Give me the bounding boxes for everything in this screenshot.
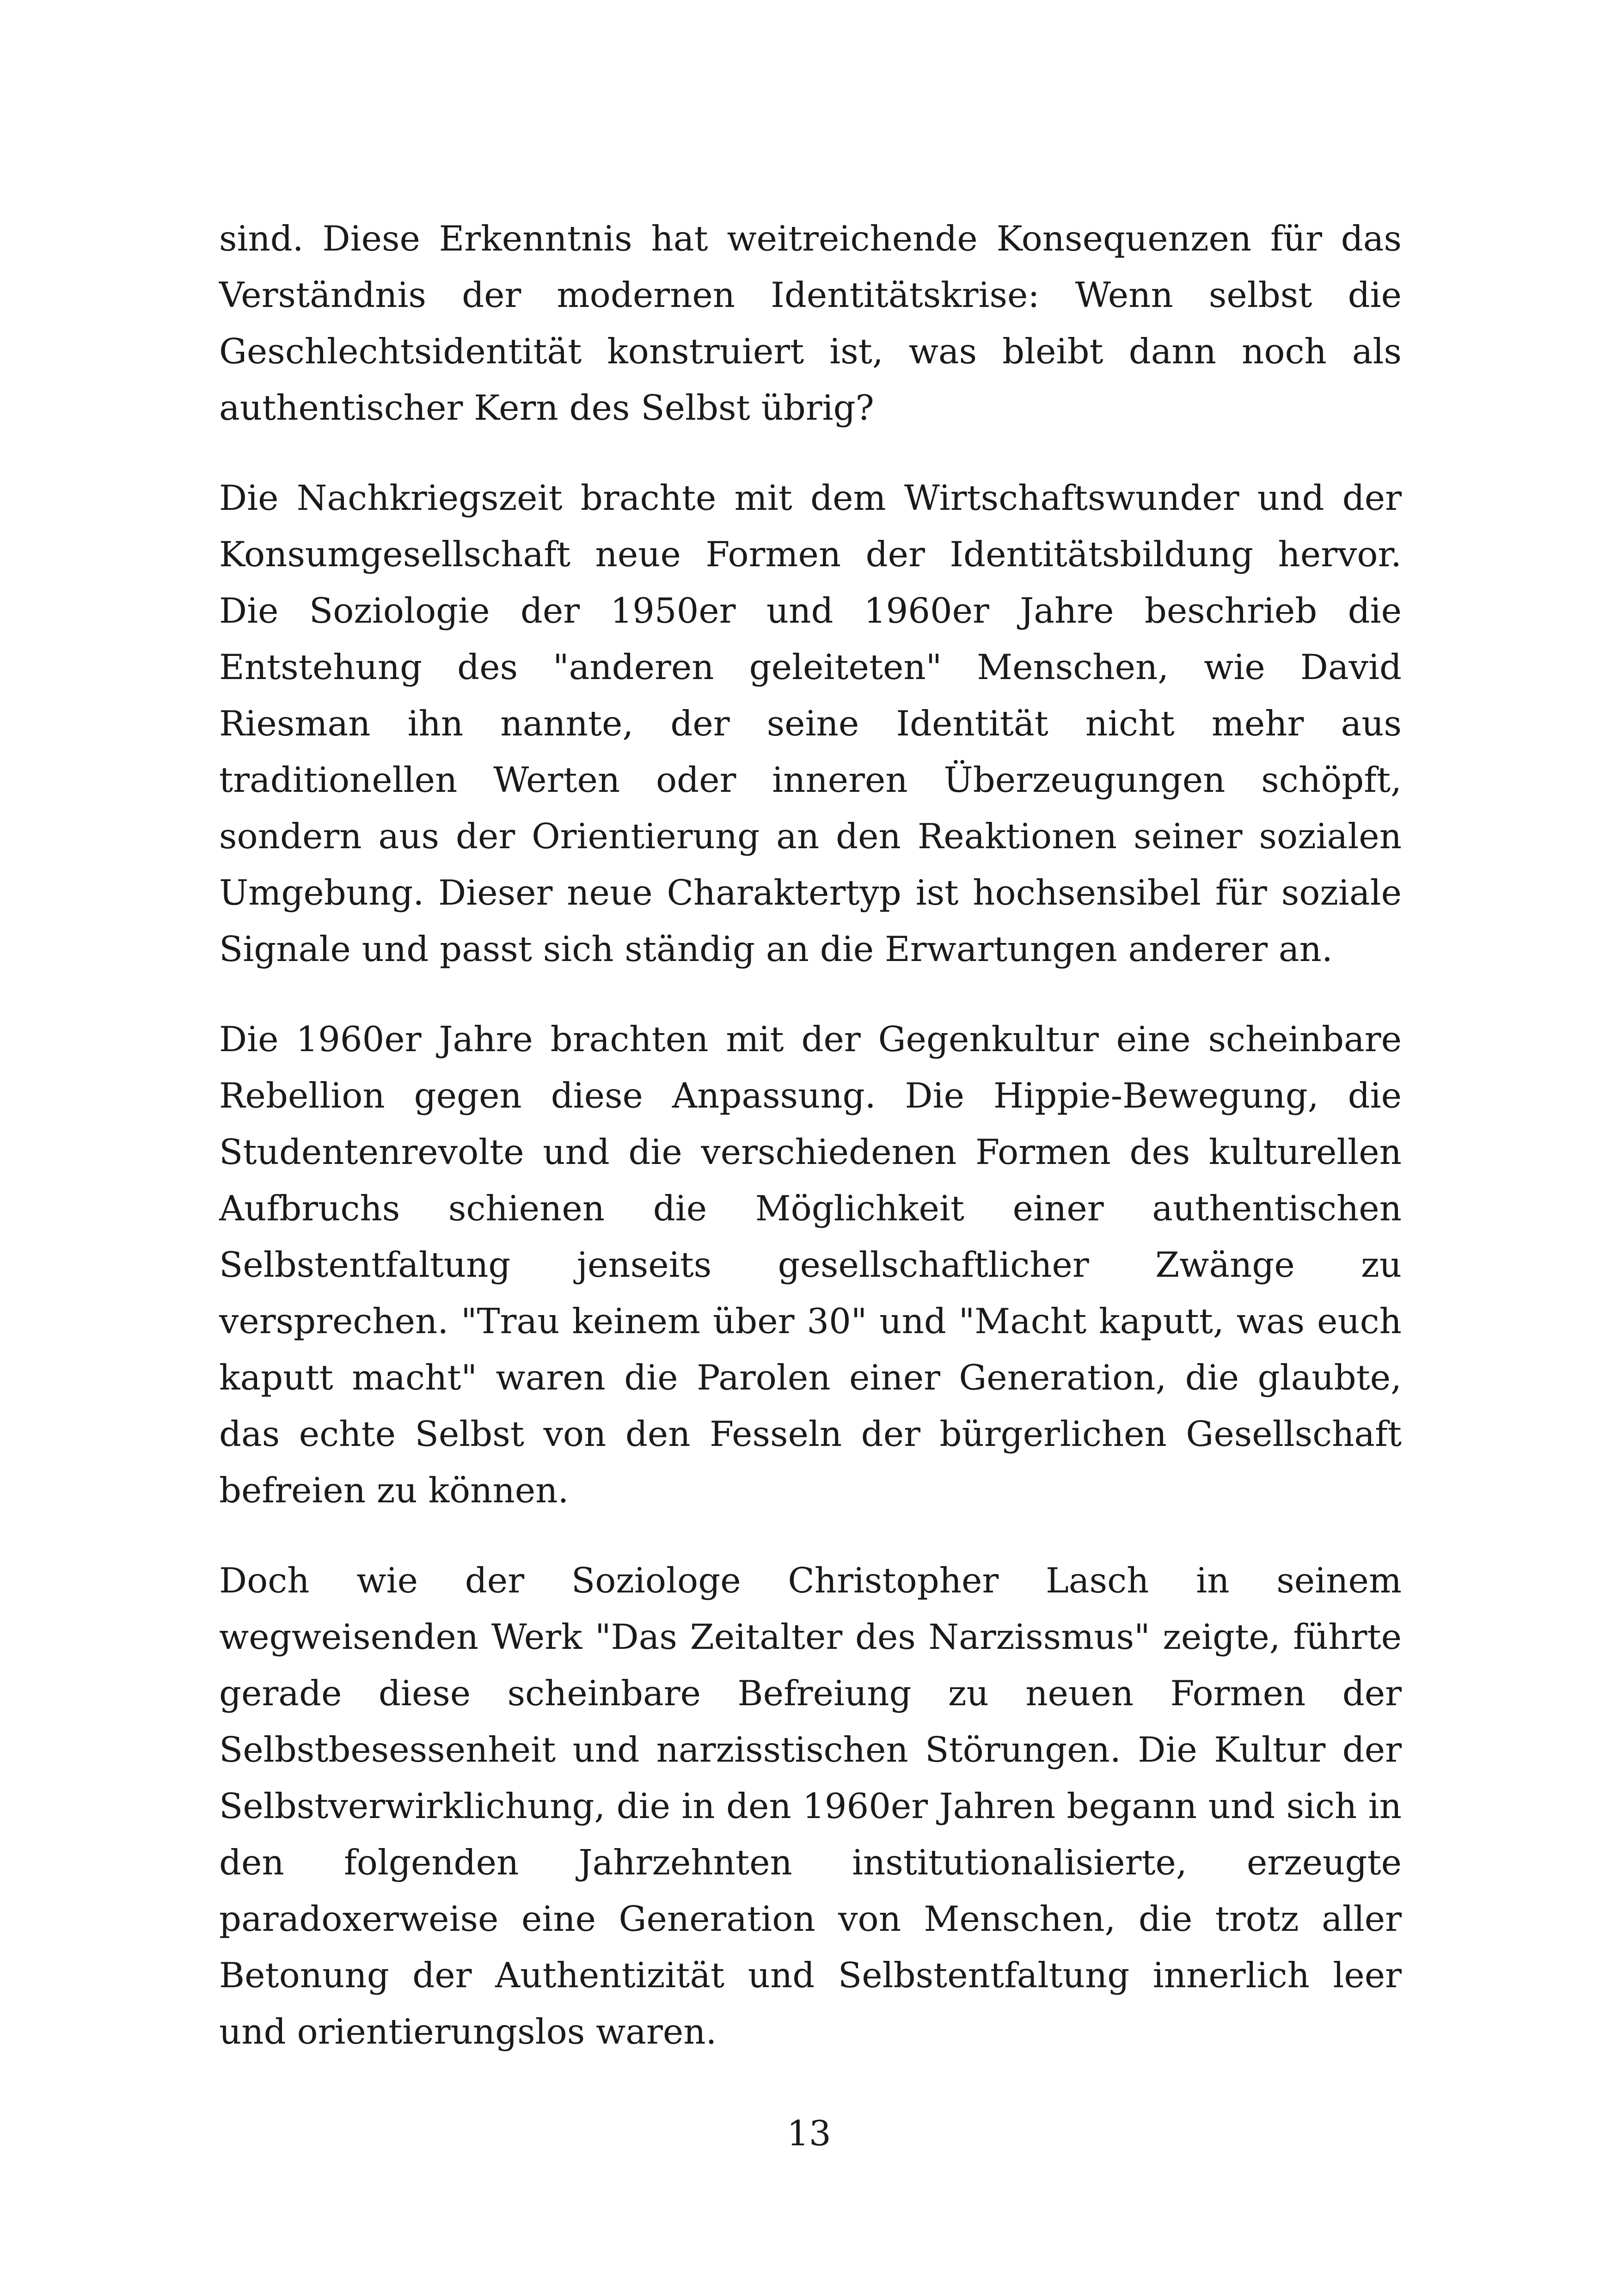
paragraph-4: Doch wie der Soziologe Christopher Lasch in seinem wegweisenden Werk "Das Zeitalter des Narzissmus" zeigte, führte gerade diese scheinbare Befreiung zu neuen Formen der Selbstbesessenheit und narzisstischen Störungen. Die Kultur der Selbstverwirklichung, die in den 1960er Jahren begann und sich in den folgenden Jahrzehnten institutionalisierte, erzeugte paradoxerweise eine Generation von Menschen, die trotz aller Betonung der Authentizität und Selbstentfaltung innerlich leer und orientierungslos waren. (219, 1560, 1402, 2052)
paragraph-1: sind. Diese Erkenntnis hat weitreichende Konsequenzen für das Verständnis der modernen Identitätskrise: Wenn selbst die Geschlechtsidentität konstruiert ist, was bleibt dann noch als authentischer Kern des Selbst übrig? (219, 218, 1402, 428)
body-text (219, 210, 1402, 2094)
paragraph-2: Die Nachkriegszeit brachte mit dem Wirtschaftswunder und der Konsumgesellschaft neue Formen der Identitätsbildung hervor. Die Soziologie der 1950er und 1960er Jahre beschrieb die Entstehung des "anderen geleiteten" Menschen, wie David Riesman ihn nannte, der seine Identität nicht mehr aus traditionellen Werten oder inneren Überzeugungen schöpft, sondern aus der Orientierung an den Reaktionen seiner sozialen Umgebung. Dieser neue Charaktertyp ist hochsensibel für soziale Signale und passt sich ständig an die Erwartungen anderer an. (219, 478, 1402, 969)
paragraph-3: Die 1960er Jahre brachten mit der Gegenkultur eine scheinbare Rebellion gegen diese Anpassung. Die Hippie-Bewegung, die Studentenrevolte und die verschiedenen Formen des kulturellen Aufbruchs schienen die Möglichkeit einer authentischen Selbstentfaltung jenseits gesellschaftlicher Zwänge zu versprechen. "Trau keinem über 30" und "Macht kaputt, was euch kaputt macht" waren die Parolen einer Generation, die glaubte, das echte Selbst von den Fesseln der bürgerlichen Gesellschaft befreien zu können. (219, 1019, 1402, 1511)
page-number: 13 (787, 2113, 831, 2154)
